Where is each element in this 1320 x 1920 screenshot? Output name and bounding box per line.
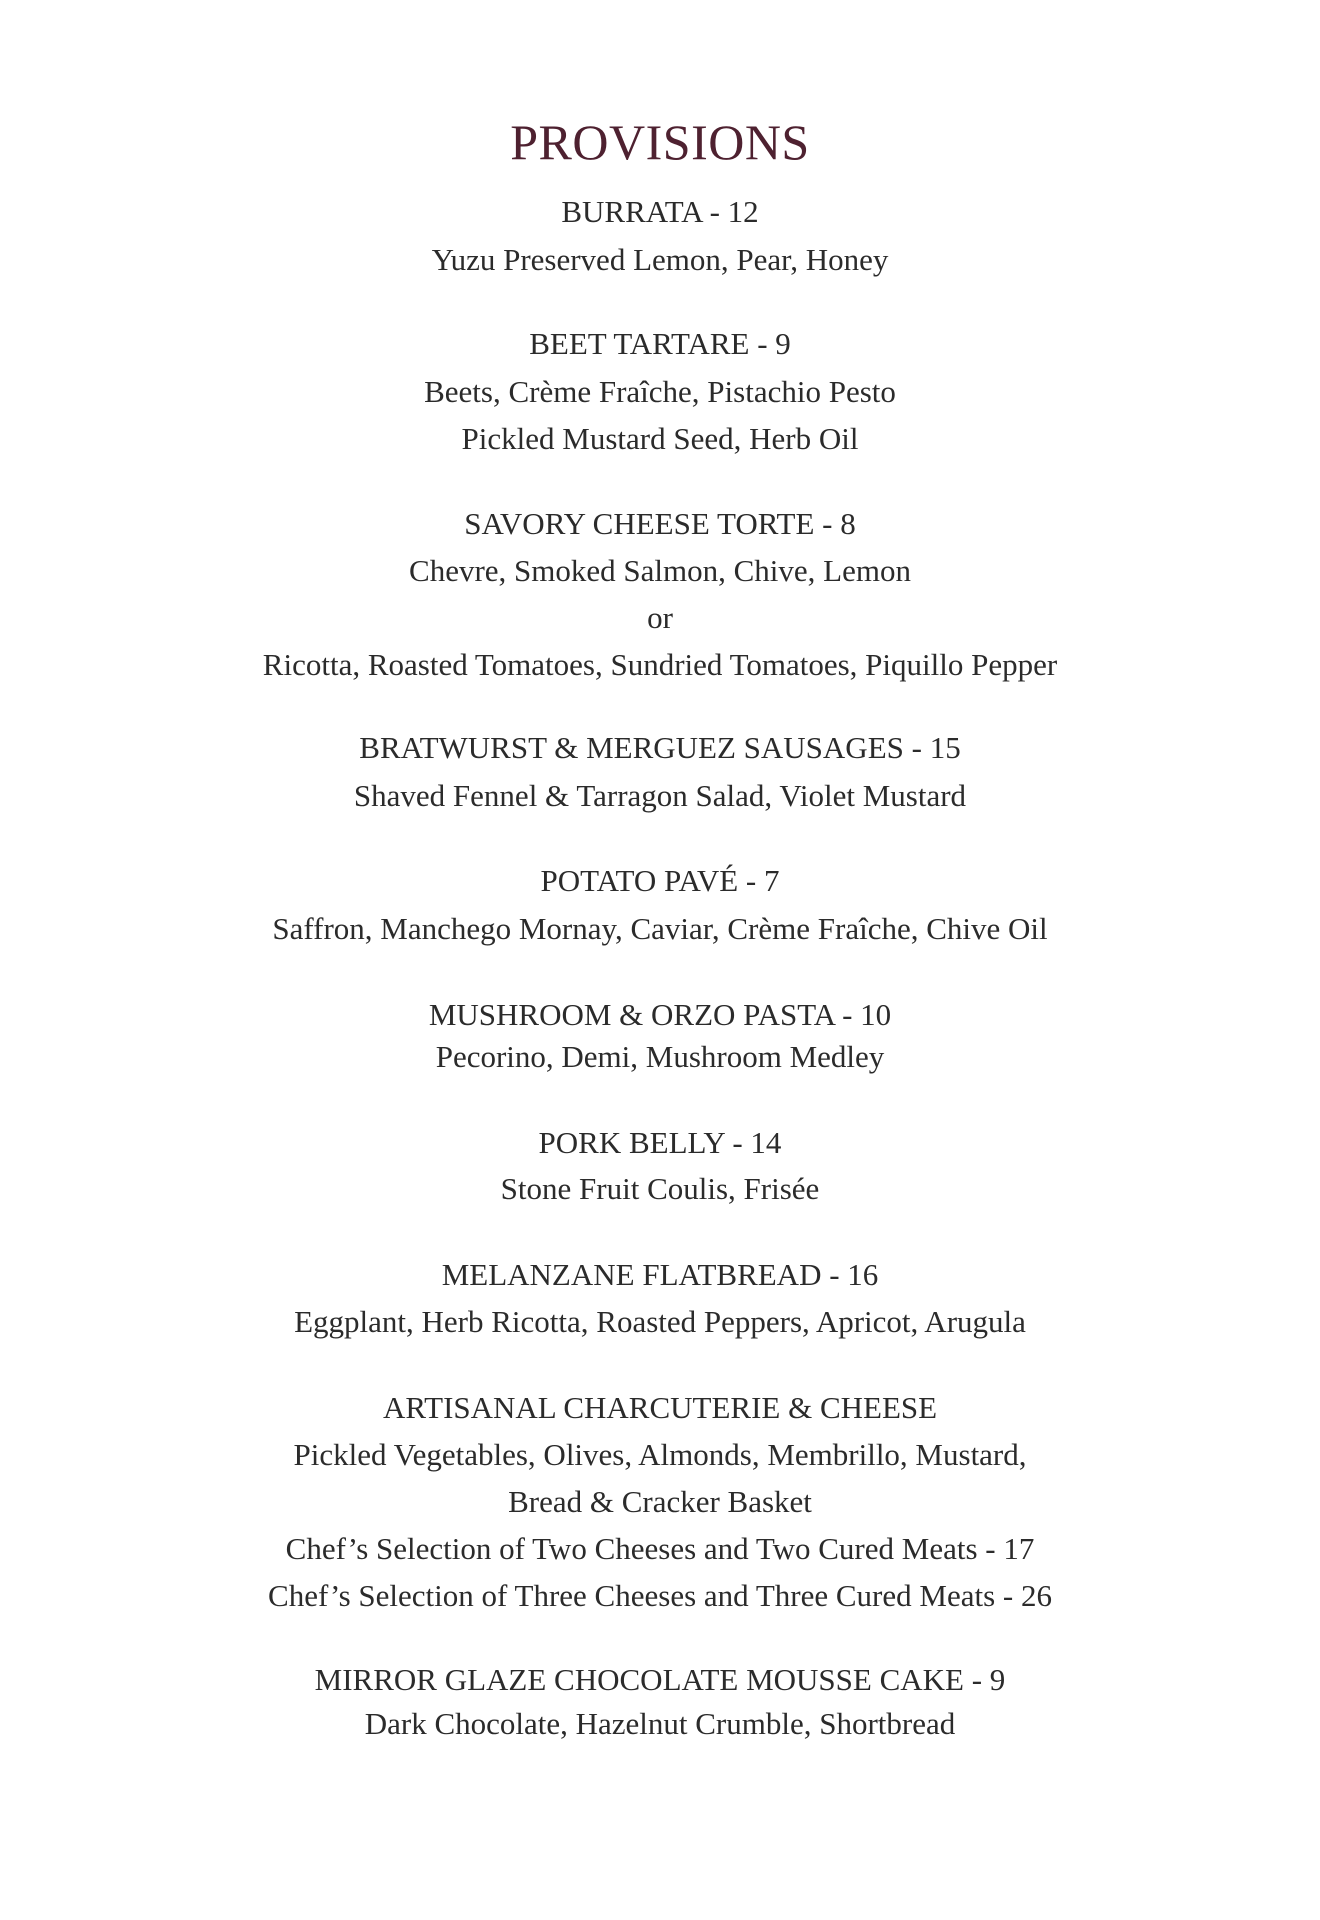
item-beet-tartare-heading: BEET TARTARE - 9 (529, 326, 791, 361)
item-cheese-torte-heading: SAVORY CHEESE TORTE - 8 (464, 506, 856, 541)
item-sausages-heading: BRATWURST & MERGUEZ SAUSAGES - 15 (359, 730, 961, 765)
item-orzo-pasta-heading: MUSHROOM & ORZO PASTA - 10 (428, 997, 892, 1032)
item-charcuterie-option: Chef’s Selection of Three Cheeses and Three Cured Meats - 26 (268, 1578, 1052, 1613)
item-cheese-torte-or: or (647, 600, 673, 635)
item-beet-tartare-description: Pickled Mustard Seed, Herb Oil (461, 421, 859, 456)
item-beet-tartare-description: Beets, Crème Fraîche, Pistachio Pesto (424, 374, 896, 409)
item-mousse-cake-description: Dark Chocolate, Hazelnut Crumble, Shortbread (364, 1706, 956, 1741)
item-flatbread-heading: MELANZANE FLATBREAD - 16 (441, 1257, 879, 1292)
item-potato-pave-description: Saffron, Manchego Mornay, Caviar, Crème Fraîche, Chive Oil (272, 911, 1048, 946)
item-charcuterie-description: Pickled Vegetables, Olives, Almonds, Membrillo, Mustard, (293, 1437, 1027, 1472)
item-mousse-cake-heading: MIRROR GLAZE CHOCOLATE MOUSSE CAKE - 9 (314, 1662, 1006, 1697)
item-cheese-torte-description: Chevre, Smoked Salmon, Chive, Lemon (409, 553, 911, 588)
item-pork-belly-description: Stone Fruit Coulis, Frisée (500, 1171, 820, 1206)
item-burrata-description: Yuzu Preserved Lemon, Pear, Honey (431, 242, 889, 277)
item-cheese-torte-description: Ricotta, Roasted Tomatoes, Sundried Tomatoes, Piquillo Pepper (262, 647, 1058, 682)
item-charcuterie-description: Bread & Cracker Basket (508, 1484, 812, 1519)
menu-title: PROVISIONS (510, 114, 810, 170)
item-burrata-heading: BURRATA - 12 (561, 194, 759, 229)
item-pork-belly-heading: PORK BELLY - 14 (538, 1125, 782, 1160)
item-flatbread-description: Eggplant, Herb Ricotta, Roasted Peppers, Apricot, Arugula (294, 1304, 1026, 1339)
item-potato-pave-heading: POTATO PAVÉ - 7 (540, 863, 780, 898)
item-charcuterie-option: Chef’s Selection of Two Cheeses and Two Cured Meats - 17 (285, 1531, 1035, 1566)
item-orzo-pasta-description: Pecorino, Demi, Mushroom Medley (435, 1039, 885, 1074)
item-charcuterie-heading: ARTISANAL CHARCUTERIE & CHEESE (382, 1390, 938, 1425)
item-sausages-description: Shaved Fennel & Tarragon Salad, Violet Mustard (353, 778, 967, 813)
